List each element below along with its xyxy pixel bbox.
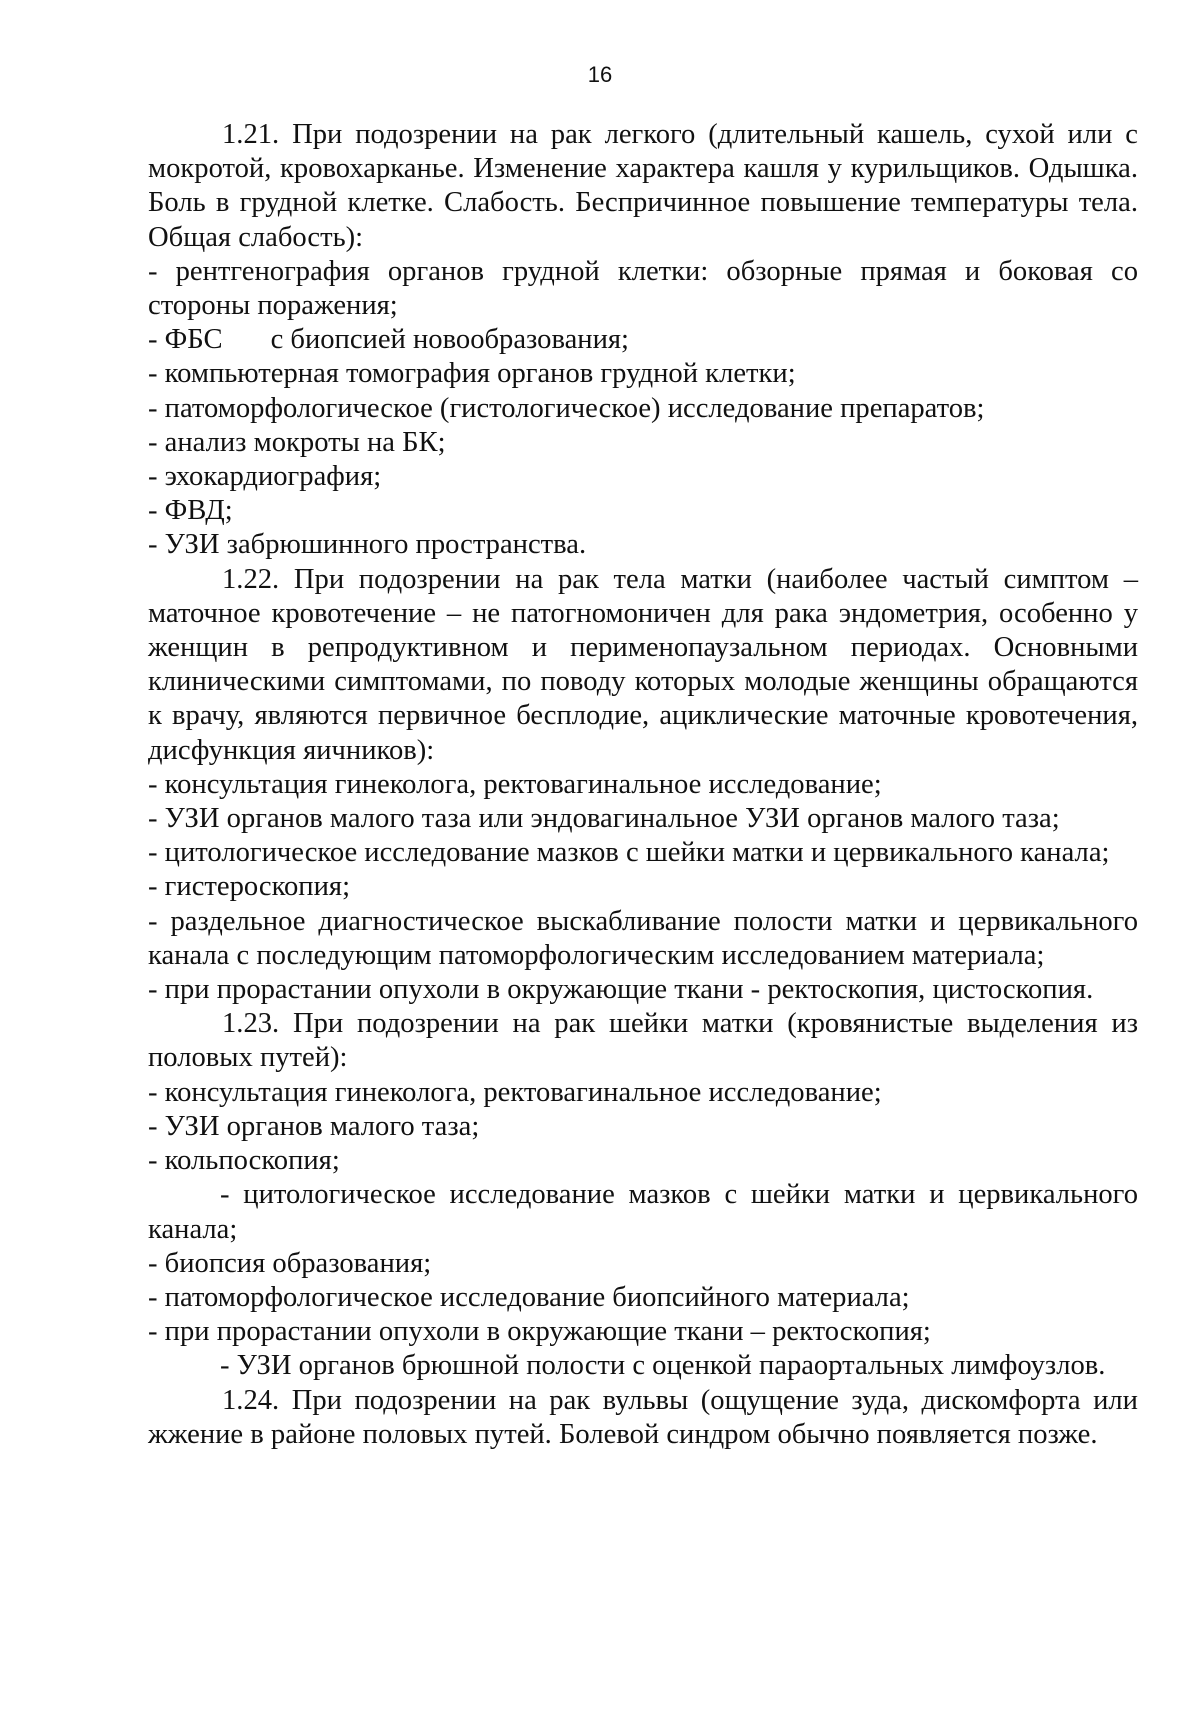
list-item: - УЗИ забрюшинного пространства. (148, 529, 587, 561)
list-item: - консультация гинеколога, ректовагинальное исследование; (148, 768, 882, 800)
section-1-23-lead: 1.23. При подозрении на рак шейки матки (кровянистые выделения из половых путей): (148, 1008, 1138, 1074)
list-item: - цитологическое исследование мазков с шейки матки и цервикального канала; (148, 837, 1110, 869)
section-1-22-lead: 1.22. При подозрении на рак тела матки (наиболее частый симптом – маточное кровотечение – не патогномоничен для рака эндометрия, особенно у женщин в репродуктивном и перименопаузальном периодах. Основными клиническими симптомами, по поводу которых молодые женщины обращаются к врачу, являются первичное бесплодие, ациклические маточные кровотечения, дисфункция яичников): (148, 563, 1138, 766)
fbs-label: - ФБС (148, 324, 223, 356)
list-item: - компьютерная томография органов грудной клетки; (148, 358, 796, 390)
list-item (148, 323, 1138, 357)
list-item: - цитологическое исследование мазков с шейки матки и цервикального канала; (148, 1179, 1138, 1245)
list-item: - патоморфологическое исследование биопсийного материала; (148, 1281, 910, 1313)
list-item: - УЗИ органов малого таза или эндовагинальное УЗИ органов малого таза; (148, 803, 1060, 835)
list-item: - биопсия образования; (148, 1247, 432, 1279)
list-item: - при прорастании опухоли в окружающие ткани - ректоскопия, цистоскопия. (148, 974, 1094, 1006)
list-item: - анализ мокроты на БК; (148, 426, 446, 458)
list-item: - УЗИ органов брюшной полости с оценкой параортальных лимфоузлов. (220, 1350, 1106, 1382)
list-item: - УЗИ органов малого таза; (148, 1110, 480, 1142)
list-item: - раздельное диагностическое выскабливание полости матки и цервикального канала с последующим патоморфологическим исследованием материала; (148, 905, 1138, 971)
section-1-24-lead: 1.24. При подозрении на рак вульвы (ощущение зуда, дискомфорта или жжение в районе половых путей. Болевой синдром обычно появляется позже. (148, 1384, 1138, 1450)
list-item: - патоморфологическое (гистологическое) исследование препаратов; (148, 392, 985, 424)
list-item: - консультация гинеколога, ректовагинальное исследование; (148, 1076, 882, 1108)
section-1-21-lead: 1.21. При подозрении на рак легкого (длительный кашель, сухой или с мокротой, кровохарканье. Изменение характера кашля у курильщиков. Одышка. Боль в грудной клетке. Слабость. Беспричинное повышение температуры тела. Общая слабость): (148, 119, 1138, 253)
document-body (148, 118, 1138, 1452)
fbs-detail: с биопсией новообразования; (270, 324, 629, 356)
list-item: - гистероскопия; (148, 871, 351, 903)
list-item: - эхокардиография; (148, 461, 382, 493)
list-item: - ФВД; (148, 495, 233, 527)
list-item: - при прорастании опухоли в окружающие ткани – ректоскопия; (148, 1316, 931, 1348)
list-item: - рентгенография органов грудной клетки: обзорные прямая и боковая со стороны поражения; (148, 255, 1138, 322)
page-number: 16 (587, 62, 613, 87)
list-item: - кольпоскопия; (148, 1145, 340, 1177)
